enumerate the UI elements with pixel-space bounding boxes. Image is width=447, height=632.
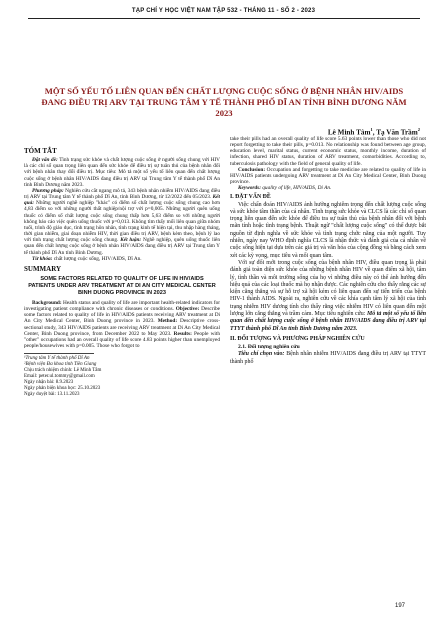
right-column: [230, 136, 426, 606]
summary-en-heading: SUMMARY: [24, 264, 62, 273]
methods-subheading: 2.1. Đối tượng nghiên cứu: [238, 344, 300, 351]
summary-en-conclusion: Conclusion: Occupation and forgetting to take medicine are related to quality of life in HIV/AIDS patients undergoing ARV treatment at Di An City Medical Center, Binh Duong province.: [230, 166, 426, 186]
footnote-divider: [24, 353, 94, 354]
methods-heading: II. ĐỐI TƯỢNG VÀ PHƯƠNG PHÁP NGHIÊN CỨU: [230, 335, 365, 342]
summary-vi-objective: Đặt vấn đề: Tình trạng sức khỏe và chất lượng cuộc sống ở người sống chung với HIV là các chỉ số quan trọng liên quan đến sức khỏe để điều trị sự tuân thủ của bệnh nhân đối với bệnh nhân thay đổi điều trị. Mục tiêu: Mô tả một số yếu tố liên quan đến chất lượng cuộc sống ở bệnh nhân HIV/AIDS đang điều trị ARV tại Trung tâm Y tế thành phố Dĩ An tỉnh Bình Dương năm 2023.: [24, 157, 220, 188]
authors: Lê Minh Tâm$^1$, Tạ Văn Trầm$^2$: [327, 127, 420, 137]
summary-en-title: SOME FACTORS RELATED TO QUALITY OF LIFE IN HIV/AIDS PATIENTS UNDER ARV TREATMENT AT DI AN CITY MEDICAL CENTER BINH DUONG PROVINCE IN 2023: [28, 275, 216, 296]
author-name: Lê Minh Tâm: [327, 128, 371, 137]
page-number: 197: [395, 603, 406, 609]
footnote: Ngày phản biện khoa học: 25.10.2023: [24, 385, 101, 391]
footnote: Chịu trách nhiệm chính: Lê Minh Tâm: [24, 368, 102, 374]
intro-paragraph: Với sự đối mới trong cuộc sống của bệnh nhân HIV, điều quan trọng là phải đánh giá toàn diện sức khỏe của những bệnh nhân HIV về quan điểm xã hội, tâm lý, tình thần và môi trường sống của họ vì những điều này có thể ảnh hưởng đến hiệu quả của các loại thuốc mà họ nhận được. Các nghiên cứu cho thấy rằng các sự kiện căng thẳng và sự hỗ trợ xã hội kém có liên quan đến sự tiến triển của bệnh HIV-1 thành AIDS. Ngoài ra, nghiên cứu về các khía cạnh tâm lý xã hội của tình trạng nhiễm HIV dương tính cho thấy rằng việc nhiễm HIV có liên quan đến một lượng lớn căng thẳng và trầm cảm. Mục tiêu nghiên cứu: Mô tả một số yếu tố liên quan đến chất lượng cuộc sống ở bệnh nhân HIV/AIDS đang điều trị ARV tại TTYT thành phố Dĩ An tỉnh Bình Dương năm 2023.: [230, 259, 426, 332]
summary-en-keywords: Keywords: quality of life, HIV/AIDS, Di An.: [238, 185, 332, 192]
intro-heading: I. ĐẶT VẤN ĐỀ: [230, 194, 271, 201]
footnote: Ngày duyệt bài: 13.11.2023: [24, 391, 80, 397]
article-title: MỘT SỐ YẾU TỐ LIÊN QUAN ĐẾN CHẤT LƯỢNG CUỘC SỐNG Ở BỆNH NHÂN HIV/AIDS ĐANG ĐIỀU TRỊ ARV TẠI TRUNG TÂM Y TẾ THÀNH PHỐ DĨ AN TỈNH BÌNH DƯƠNG NĂM 2023: [41, 86, 407, 118]
header-divider: [28, 18, 420, 19]
summary-vi-keywords: Từ khóa: chất lượng cuộc sống, HIV/AIDS, Dĩ An.: [32, 255, 142, 262]
author-name: Tạ Văn Trầm: [376, 128, 418, 137]
author-affiliation: 1: [370, 127, 373, 132]
journal-header: TẠP CHÍ Y HỌC VIỆT NAM TẬP 532 - THÁNG 11 - SỐ 2 - 2023: [131, 8, 316, 14]
summary-vi-heading: TÓM TẮT: [24, 147, 57, 155]
footnote: Ngày nhận bài: 8.9.2023: [24, 379, 74, 385]
left-column: [24, 144, 220, 618]
author-affiliation: 2: [417, 127, 420, 132]
intro-paragraph: Việc chẩn đoán HIV/AIDS ảnh hưởng nghiêm trọng đến chất lượng cuộc sống và sức khỏe tâm thần của cá nhân. Tình trạng sức khỏe và CLCS là các chỉ số quan trọng liên quan đến sức khỏe để điều tra sự tuân thủ của bệnh nhân đối với bệnh mãn tính hoặc tình trạng bệnh. Thuật ngữ "chất lượng cuộc sống" có thể được bắt nguồn từ định nghĩa về sức khỏe và tình trạng chức năng của một người. Tuy nhiên, ngày nay WHO định nghĩa CLCS là nhận thức và đánh giá của cá nhân về cuộc sống hiện tại dựa trên các giá trị và văn hóa của cộng đồng và bằng cách xem xét các kỳ vọng, mục tiêu và mối quan tâm.: [230, 201, 426, 259]
methods-paragraph: Tiêu chí chọn vào: Bệnh nhân nhiễm HIV/AIDS đang điều trị ARV tại TTYT thành phố: [230, 351, 426, 365]
footnote: ²Bệnh viện Đa khoa tỉnh Tiền Giang: [24, 362, 97, 368]
summary-vi-method: Phương pháp: Nghiên cứu cắt ngang mô tả, 343 bệnh nhân nhiễm HIV/AIDS đang điều trị ARV tại Trung tâm Y tế thành phố Dĩ An, tỉnh Bình Dương, từ 12/2022 đến 05/2023. Kết quả: Những người nghề nghiệp "khác" có điểm số chất lượng cuộc sống chung cao hơn 4,83 điểm so với những người thất nghiệp/nội trợ với p=0,005. Những người quên uống thuốc có điểm số chất lượng cuộc sống chung thấp hơn 5,63 điểm so với những người không báo cáo việc quên uống thuốc với p=0,013. Không tìm thấy mối liên quan giữa nhóm tuổi, trình độ giáo dục, tình trạng hôn nhân, tình trạng kinh tế hiện tại, thu nhập hàng tháng, thời gian nhiễm, giai đoạn nhiễm HIV, thời gian điều trị ARV, bệnh kèm theo, bệnh lý lao với tình trạng chất lượng cuộc sống chung. Kết luận: Nghề nghiệp, quên uống thuốc liên quan đến chất lượng cuộc sống ở bệnh nhân HIV/AIDS đang điều trị ARV tại Trung tâm Y tế thành phố Dĩ An tỉnh Bình Dương.: [24, 187, 220, 256]
footnote: Email: peter.ul.tommy@gmail.com: [24, 373, 95, 379]
summary-en-body: Background: Health status and quality of life are important health-related indicators for investigating patient compliance with chronic diseases or conditions. Objective: Describe some factors related to quality of life in HIV/AIDS patients receiving ARV treatment at Di An City Medical Center, Binh Duong province in 2023. Method: Descriptive cross-sectional study, 343 HIV/AIDS patients are receiving ARV treatment at Di An City Medical Center, Binh Duong province, from December 2022 to May 2023. Results: People with "other" occupations had an overall quality of life score 4.83 points higher than unemployed people/housewives with p=0.005. Those who forgot to: [24, 299, 220, 350]
footnote: ¹Trung tâm Y tế thành phố Dĩ An: [24, 356, 90, 362]
summary-en-results-cont: take their pills had an overall quality of life score 5.63 points lower than those who did not report forgetting to take their pills, p=0.013. No relationship was found between age group, education level, marital status, current economic status, monthly income, duration of infection, shared HIV status, duration of ARV treatment, comorbidities. According to, tuberculosis pathology with the field of general quality of life.: [230, 136, 426, 167]
